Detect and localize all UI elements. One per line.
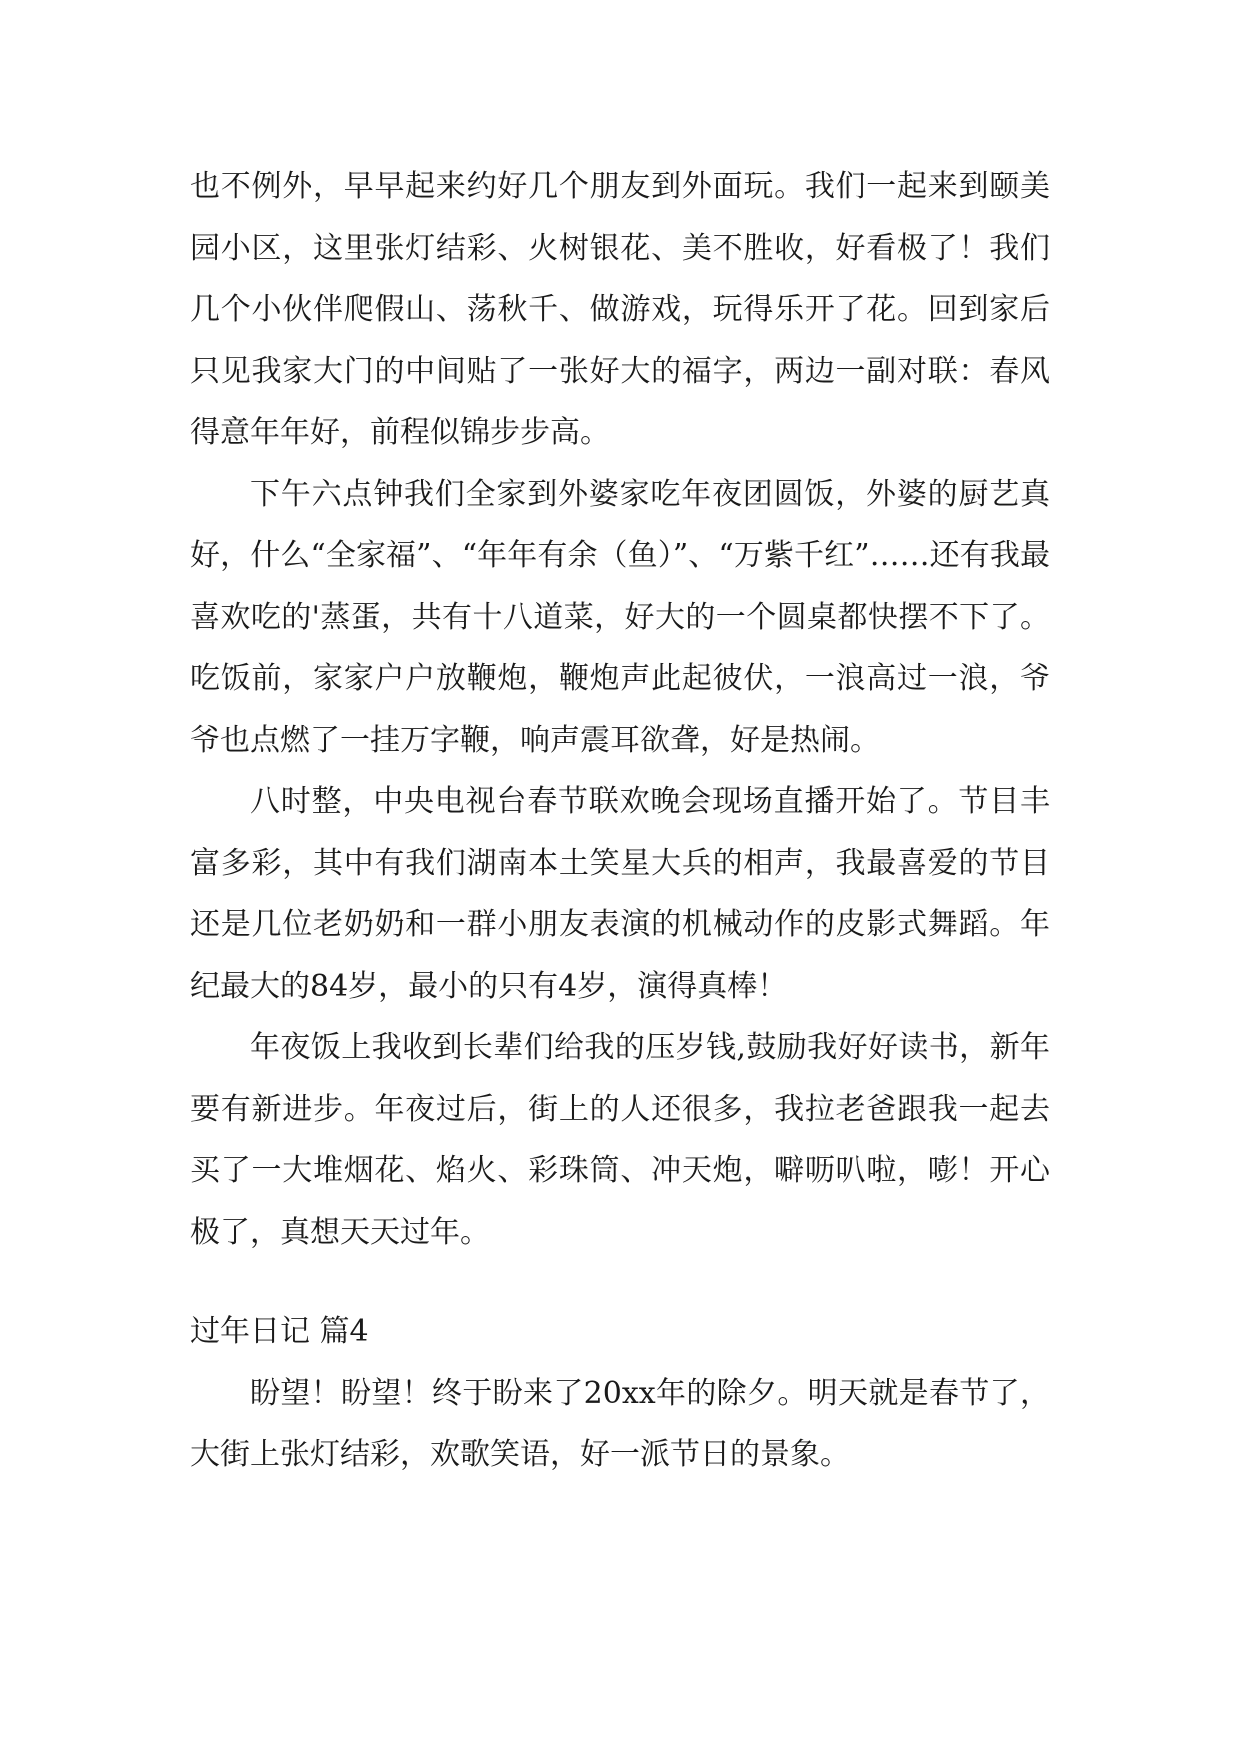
paragraph-1: 也不例外，早早起来约好几个朋友到外面玩。我们一起来到颐美园小区，这里张灯结彩、火树银花、美不胜收，好看极了！我们几个小伙伴爬假山、荡秋千、做游戏，玩得乐开了花。回到家后只见我家大门的中间贴了一张好大的福字，两边一副对联：春风得意年年好，前程似锦步步高。	[190, 169, 1050, 450]
paragraph-3: 八时整，中央电视台春节联欢晚会现场直播开始了。节目丰富多彩，其中有我们湖南本土笑星大兵的相声，我最喜爱的节目还是几位老奶奶和一群小朋友表演的机械动作的皮影式舞蹈。年纪最大的84岁，最小的只有4岁，演得真棒！	[190, 784, 1050, 1004]
paragraph-4: 年夜饭上我收到长辈们给我的压岁钱,鼓励我好好读书，新年要有新进步。年夜过后，街上的人还很多，我拉老爸跟我一起去买了一大堆烟花、焰火、彩珠筒、冲天炮，噼呖叭啦，嘭！开心极了，真想天天过年。	[190, 1030, 1050, 1250]
section-heading: 过年日记 篇4	[190, 1314, 369, 1349]
paragraph-2: 下午六点钟我们全家到外婆家吃年夜团圆饭，外婆的厨艺真好，什么“全家福”、“年年有余（鱼）”、“万紫千红”……还有我最喜欢吃的'蒸蛋，共有十八道菜，好大的一个圆桌都快摆不下了。吃饭前，家家户户放鞭炮，鞭炮声此起彼伏，一浪高过一浪，爷爷也点燃了一挂万字鞭，响声震耳欲聋，好是热闹。	[190, 476, 1050, 758]
document-body	[190, 156, 1050, 1486]
paragraph-5: 盼望！盼望！终于盼来了20xx年的除夕。明天就是春节了，大街上张灯结彩，欢歌笑语，好一派节日的景象。	[190, 1375, 1050, 1472]
